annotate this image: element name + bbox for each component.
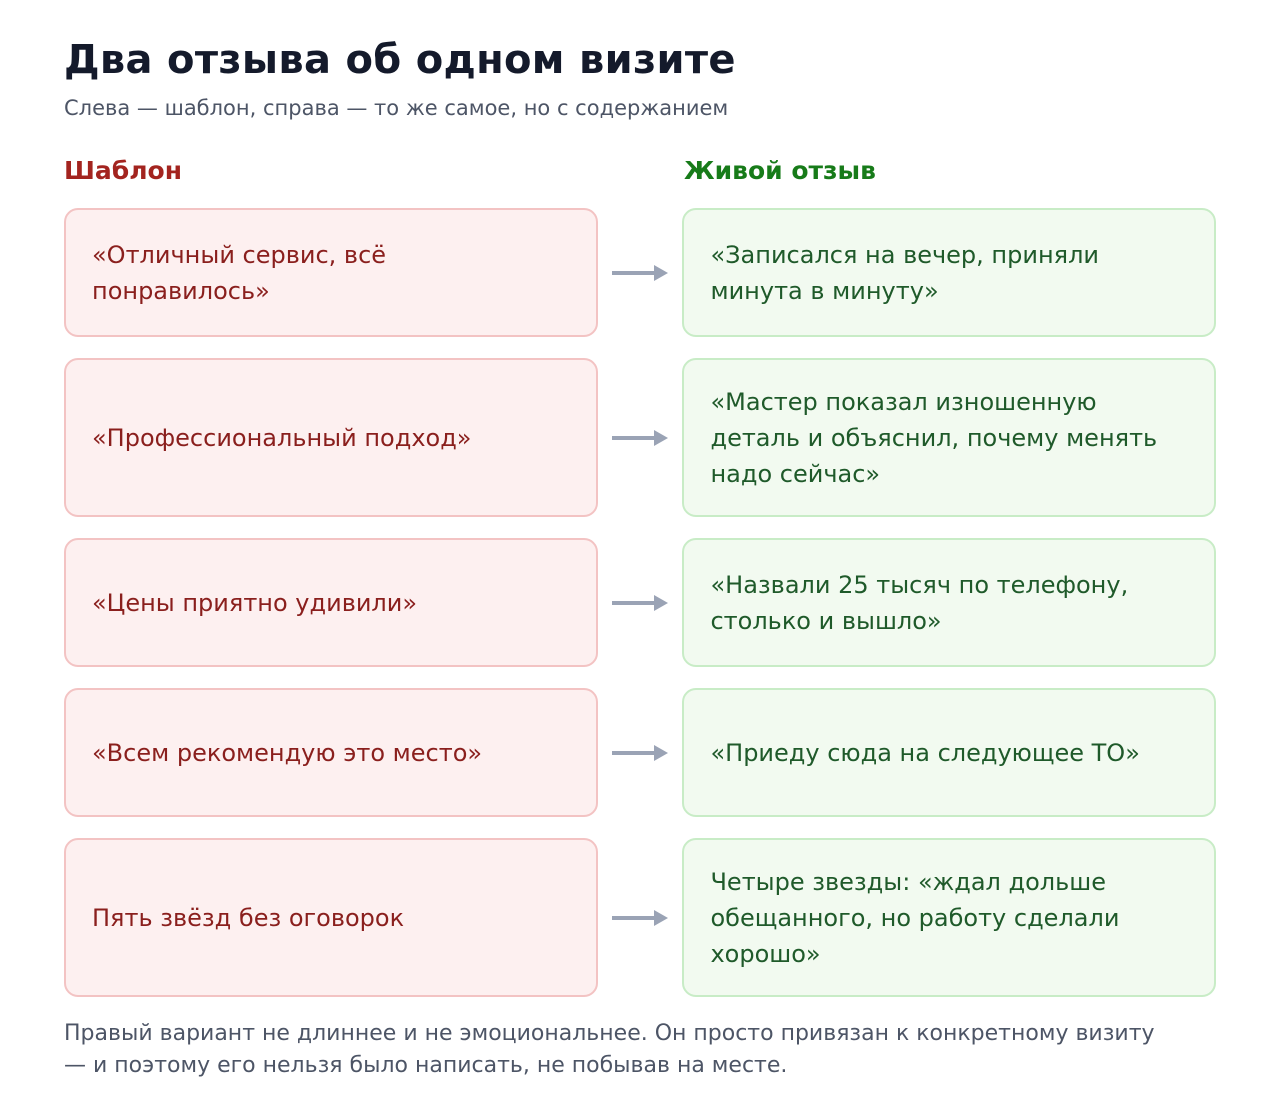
template-text: «Отличный сервис, всё понравилось» <box>92 240 387 305</box>
arrow-right-icon <box>598 358 683 517</box>
arrow-right-icon <box>598 838 683 997</box>
column-header-template: Шаблон <box>64 155 182 185</box>
live-card <box>682 358 1216 517</box>
live-card <box>682 838 1216 997</box>
comparison-row <box>64 688 1216 817</box>
page-title: Два отзыва об одном визите <box>64 37 736 83</box>
arrow-right-icon <box>598 538 683 667</box>
template-card <box>64 688 598 817</box>
template-card <box>64 538 598 667</box>
column-header-live: Живой отзыв <box>684 155 876 185</box>
template-text: «Цены приятно удивили» <box>92 588 418 617</box>
live-text: «Записался на вечер, приняли минута в минуту» <box>710 240 1100 305</box>
comparison-row <box>64 838 1216 997</box>
template-card <box>64 838 598 997</box>
arrow-right-icon <box>598 208 683 337</box>
live-text: Четыре звезды: «ждал дольше обещанного, но работу сделали хорошо» <box>710 867 1120 968</box>
comparison-rows <box>64 208 1216 997</box>
comparison-row <box>64 538 1216 667</box>
column-headers <box>64 152 1216 188</box>
live-card <box>682 688 1216 817</box>
template-card <box>64 208 598 337</box>
live-text: «Мастер показал изношенную деталь и объяснил, почему менять надо сейчас» <box>710 387 1158 488</box>
arrow-right-icon <box>598 688 683 817</box>
template-text: Пять звёзд без оговорок <box>92 903 405 932</box>
live-text: «Назвали 25 тысяч по телефону, столько и вышло» <box>710 570 1129 635</box>
live-card <box>682 538 1216 667</box>
comparison-row <box>64 208 1216 337</box>
comparison-row <box>64 358 1216 517</box>
live-card <box>682 208 1216 337</box>
template-text: «Профессиональный подход» <box>92 423 472 452</box>
template-text: «Всем рекомендую это место» <box>92 738 483 767</box>
live-text: «Приеду сюда на следующее ТО» <box>710 738 1140 767</box>
page-subtitle: Слева — шаблон, справа — то же самое, но с содержанием <box>64 96 729 120</box>
footer-note: Правый вариант не длиннее и не эмоциональнее. Он просто привязан к конкретному визиту — и поэтому его нельзя было написать, не побывав на месте. <box>64 1021 1155 1078</box>
template-card <box>64 358 598 517</box>
